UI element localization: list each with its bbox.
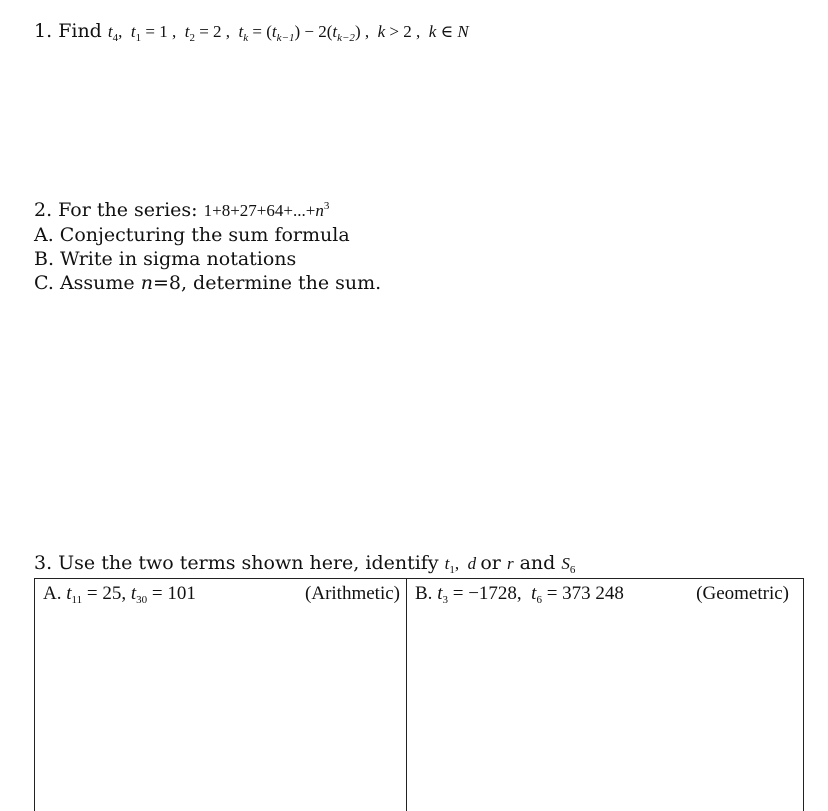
q2-part-b: B. Write in sigma notations: [34, 248, 297, 270]
question-1: [34, 19, 469, 50]
q2-series: $1+8+27+64+...+n^3$: [203, 200, 330, 220]
answer-cell-a[interactable]: [35, 579, 407, 811]
q2-part-c: C. Assume n=8, determine the sum.: [34, 272, 382, 294]
q3-or: or: [480, 552, 501, 574]
q3-sum: $S_6$: [561, 554, 576, 576]
q2-lead: 2. For the series:: [34, 199, 198, 221]
q3-unknowns: $t_1$, d: [444, 554, 477, 576]
answer-table: [34, 578, 804, 811]
q3-lead: 3. Use the two terms shown here, identify: [34, 552, 439, 574]
answer-cell-b[interactable]: [407, 579, 803, 811]
part-b-type: (Geometric): [696, 583, 789, 604]
q1-formula: $t_4$, $t_1 = 1$ , $t_2 = 2$ , $t_k = (t_{k-1}) - 2(t_{k-2})$ , k > 2 , k ∈ N: [107, 22, 469, 44]
part-a-type: (Arithmetic): [305, 583, 400, 604]
q2-part-a: A. Conjecturing the sum formula: [34, 224, 350, 246]
part-b-terms: B. $t_3 = -1728$, $t_6 = 373$ 248: [415, 583, 624, 606]
q3-and: and: [519, 552, 556, 574]
q1-word: Find: [58, 20, 102, 42]
q3-r: r: [506, 554, 514, 573]
part-a-header: [43, 583, 400, 611]
part-b-header: [415, 583, 789, 611]
part-a-terms: A. $t_{11} = 25$, $t_{30} = 101$: [43, 583, 196, 606]
question-2: [34, 194, 381, 295]
q1-number: 1.: [34, 20, 53, 42]
q2-lead-line: [34, 194, 381, 223]
